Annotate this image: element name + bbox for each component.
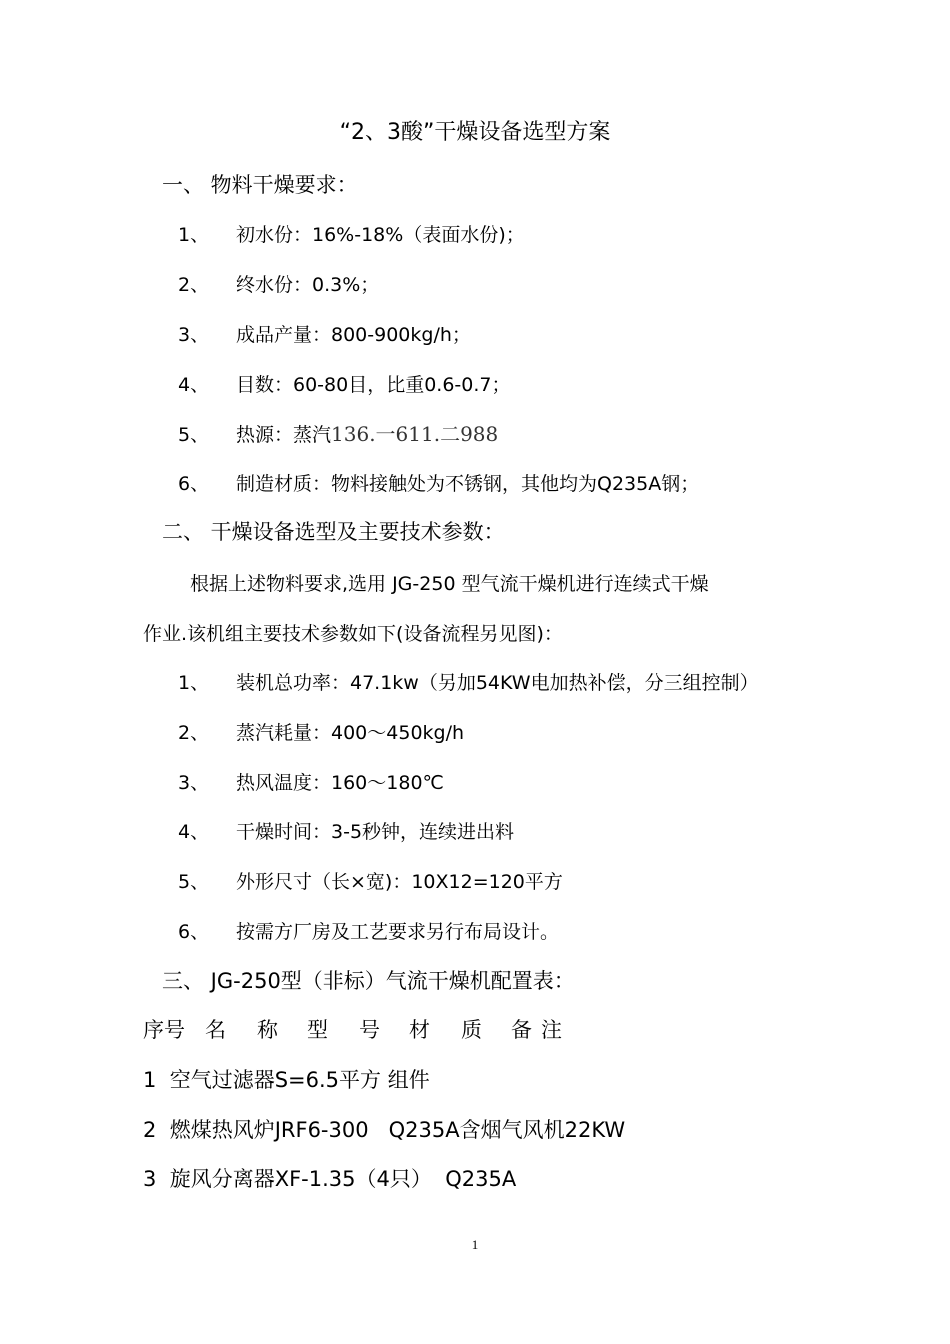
section-2-heading: 二、 干燥设备选型及主要技术参数： <box>162 520 505 544</box>
column-header: 号 <box>359 1018 380 1042</box>
item-text: 装机总功率：47.1kw（另加54KW电加热补偿，分三组控制） <box>236 672 759 694</box>
section-3-heading: 三、 JG-250型（非标）气流干燥机配置表： <box>162 969 575 993</box>
item-text: 初水份：16%-18%（表面水份)； <box>236 224 525 246</box>
table-row: 2 燃煤热风炉JRF6-300 Q235A含烟气风机22KW <box>143 1118 626 1142</box>
item-text: 按需方厂房及工艺要求另行布局设计。 <box>236 921 560 943</box>
section-1-item-6 <box>178 475 699 494</box>
item-text: 终水份：0.3%； <box>236 274 380 296</box>
section-2-item-1 <box>178 674 759 693</box>
column-header: 注 <box>541 1018 562 1042</box>
item-text: 干燥时间：3-5秒钟，连续进出料 <box>236 821 515 843</box>
item-number: 5、 <box>178 871 210 893</box>
item-number: 3、 <box>178 324 210 346</box>
phone-number: 136.一611.二988 <box>331 422 499 446</box>
table-row: 1 空气过滤器S=6.5平方 组件 <box>143 1068 430 1092</box>
section-1-item-3 <box>178 326 471 345</box>
item-number: 4、 <box>178 821 210 843</box>
column-header: 序号 <box>143 1018 185 1042</box>
section-2-paragraph-line-1: 根据上述物料要求,选用 JG-250 型气流干燥机进行连续式干燥 <box>190 573 709 595</box>
item-number: 6、 <box>178 473 210 495</box>
column-header: 称 <box>257 1018 278 1042</box>
table-row: 3 旋风分离器XF-1.35（4只） Q235A <box>143 1167 517 1191</box>
item-number: 1、 <box>178 224 210 246</box>
section-1-item-5 <box>178 424 498 445</box>
item-text: 热风温度：160～180℃ <box>236 772 444 794</box>
column-header: 备 <box>511 1018 532 1042</box>
section-2-item-4 <box>178 823 514 842</box>
item-number: 5、 <box>178 424 210 446</box>
item-number: 3、 <box>178 772 210 794</box>
section-2-item-6 <box>178 923 559 942</box>
section-1-item-2 <box>178 276 379 295</box>
column-header: 质 <box>461 1018 482 1042</box>
column-header: 材 <box>409 1018 430 1042</box>
column-header: 型 <box>307 1018 328 1042</box>
config-table-header <box>143 1020 562 1041</box>
item-number: 2、 <box>178 722 210 744</box>
section-2-item-3 <box>178 774 444 793</box>
item-number: 4、 <box>178 374 210 396</box>
page-number: 1 <box>471 1237 479 1252</box>
item-text: 成品产量：800-900kg/h； <box>236 324 471 346</box>
column-header: 名 <box>205 1018 226 1042</box>
item-text: 蒸汽耗量：400～450kg/h <box>236 722 465 744</box>
section-2-item-2 <box>178 724 464 743</box>
item-number: 6、 <box>178 921 210 943</box>
section-2-paragraph-line-2: 作业.该机组主要技术参数如下(设备流程另见图)： <box>143 623 563 645</box>
item-text: 制造材质：物料接触处为不锈钢，其他均为Q235A钢； <box>236 473 700 495</box>
item-text: 热源：蒸汽 <box>236 424 332 446</box>
item-number: 2、 <box>178 274 210 296</box>
section-1-item-4 <box>178 376 511 395</box>
section-1-heading: 一、 物料干燥要求： <box>162 173 358 197</box>
section-2-item-5 <box>178 873 563 892</box>
section-1-item-1 <box>178 226 525 245</box>
item-text: 目数：60-80目，比重0.6-0.7； <box>236 374 511 396</box>
document-title: “2、3酸”干燥设备选型方案 <box>339 120 611 145</box>
item-number: 1、 <box>178 672 210 694</box>
item-text: 外形尺寸（长×宽)：10X12=120平方 <box>236 871 563 893</box>
